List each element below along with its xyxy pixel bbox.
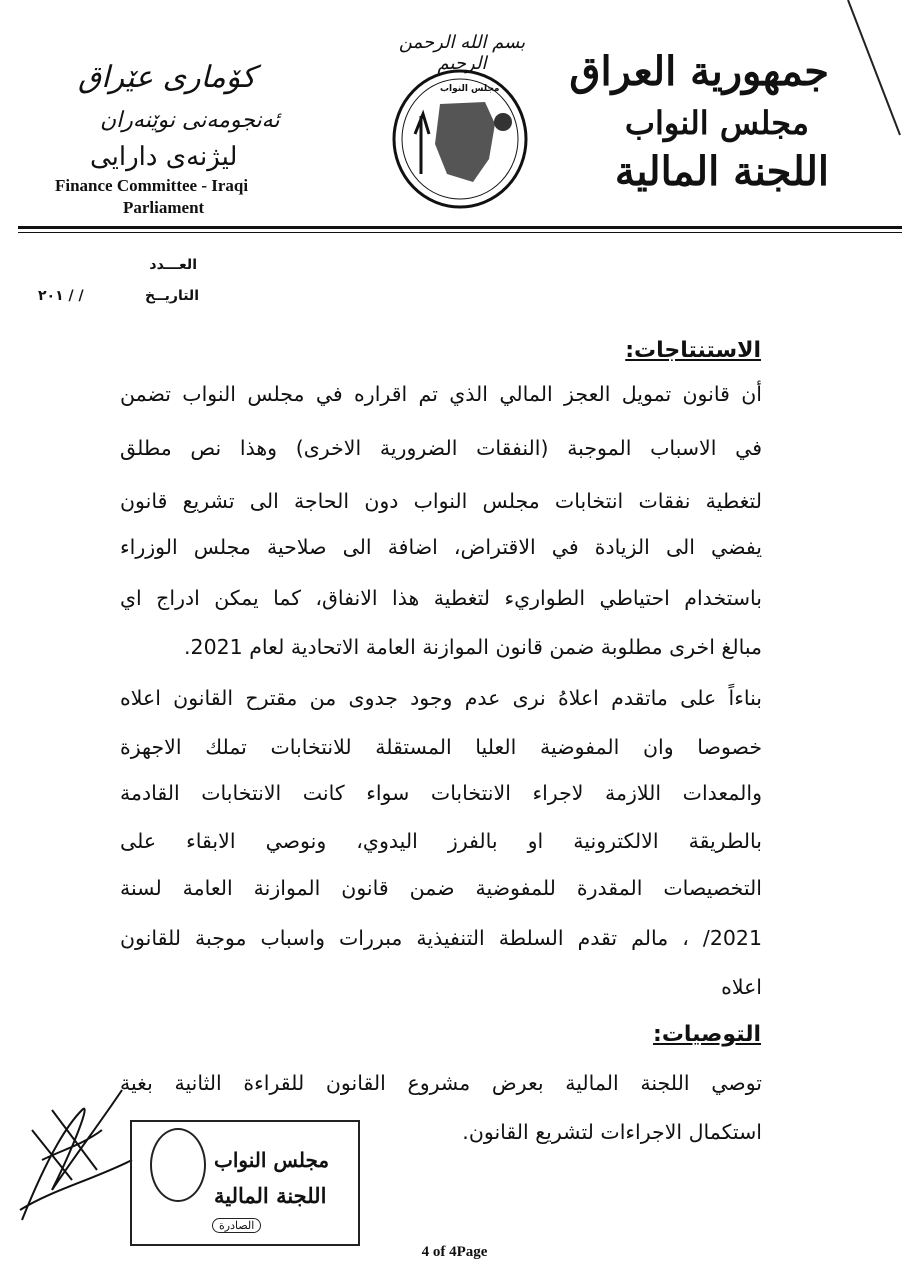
page-edge-line <box>838 0 908 140</box>
body-line: بالطريقة الالكترونية او بالفرز اليدوي، ونوصي الابقاء على <box>120 829 762 853</box>
reference-date-label: التاريــخ <box>144 288 199 304</box>
body-line: توصي اللجنة المالية بعرض مشروع القانون للقراءة الثانية بغية <box>120 1071 762 1095</box>
body-line: خصوصا وان المفوضية العليا المستقلة للانتخابات تملك الاجهزة <box>120 735 762 759</box>
header-rule-thick <box>18 226 902 229</box>
letterhead-en-line2: Parliament <box>123 198 205 217</box>
body-line: في الاسباب الموجبة (النفقات الضرورية الاخرى) وهذا نص مطلق <box>120 436 762 460</box>
stamp-line3: الصادرة <box>212 1218 261 1233</box>
basmala: بسم الله الرحمن الرحيم <box>398 32 526 74</box>
recommendations-heading: التوصيات: <box>653 1022 761 1047</box>
letterhead-ku-committee: لیژنەی دارایی <box>90 142 238 172</box>
conclusions-heading: الاستنتاجات: <box>625 338 761 363</box>
body-line: مبالغ اخرى مطلوبة ضمن قانون الموازنة العامة الاتحادية لعام 2021. <box>184 635 762 659</box>
stamp-line2: اللجنة المالية <box>214 1183 327 1208</box>
body-line: بناءاً على ماتقدم اعلاهُ نرى عدم وجود جدوى من مقترح القانون اعلاه <box>120 686 762 710</box>
body-line: اعلاه <box>721 975 762 999</box>
letterhead-ku-country: كۆماری عێراق <box>78 60 256 95</box>
body-line: استكمال الاجراءات لتشريع القانون. <box>462 1120 762 1144</box>
body-line: يفضي الى الزيادة في الاقتراض، اضافة الى صلاحية مجلس الوزراء <box>120 535 762 559</box>
letterhead-committee: اللجنة المالية <box>614 148 829 195</box>
body-line: 2021/ ، مالم تقدم السلطة التنفيذية مبررات واسباب موجبة للقانون <box>120 926 762 950</box>
reference-number-label: العـــدد <box>149 257 197 273</box>
seal-label: مجلس النواب <box>440 84 500 94</box>
letterhead-parliament: مجلس النواب <box>624 104 809 142</box>
page-number: 4 of 4Page <box>421 1244 488 1260</box>
body-line: والمعدات اللازمة لاجراء الانتخابات سواء كانت الانتخابات القادمة <box>120 781 762 805</box>
letterhead-ku-parliament: ئەنجومەنی نوێنەران <box>100 108 280 133</box>
body-line: التخصيصات المقدرة للمفوضية ضمن قانون الموازنة العامة لسنة <box>120 876 762 900</box>
body-line: باستخدام احتياطي الطواريء لتغطية هذا الانفاق، كما يمكن ادراج اي <box>120 586 762 610</box>
stamp-line1: مجلس النواب <box>214 1148 330 1172</box>
body-line: لتغطية نفقات انتخابات مجلس النواب دون الحاجة الى تشريع قانون <box>120 489 762 513</box>
letterhead-country: جمهورية العراق <box>569 48 829 95</box>
stamp-emblem-icon <box>150 1128 206 1202</box>
header-rule-thin <box>18 232 902 233</box>
body-line: أن قانون تمويل العجز المالي الذي تم اقراره في مجلس النواب تضمن <box>120 382 762 406</box>
reference-date-value: / / ٢٠١ <box>38 288 84 304</box>
letterhead-en-line1: Finance Committee - Iraqi <box>55 176 249 195</box>
